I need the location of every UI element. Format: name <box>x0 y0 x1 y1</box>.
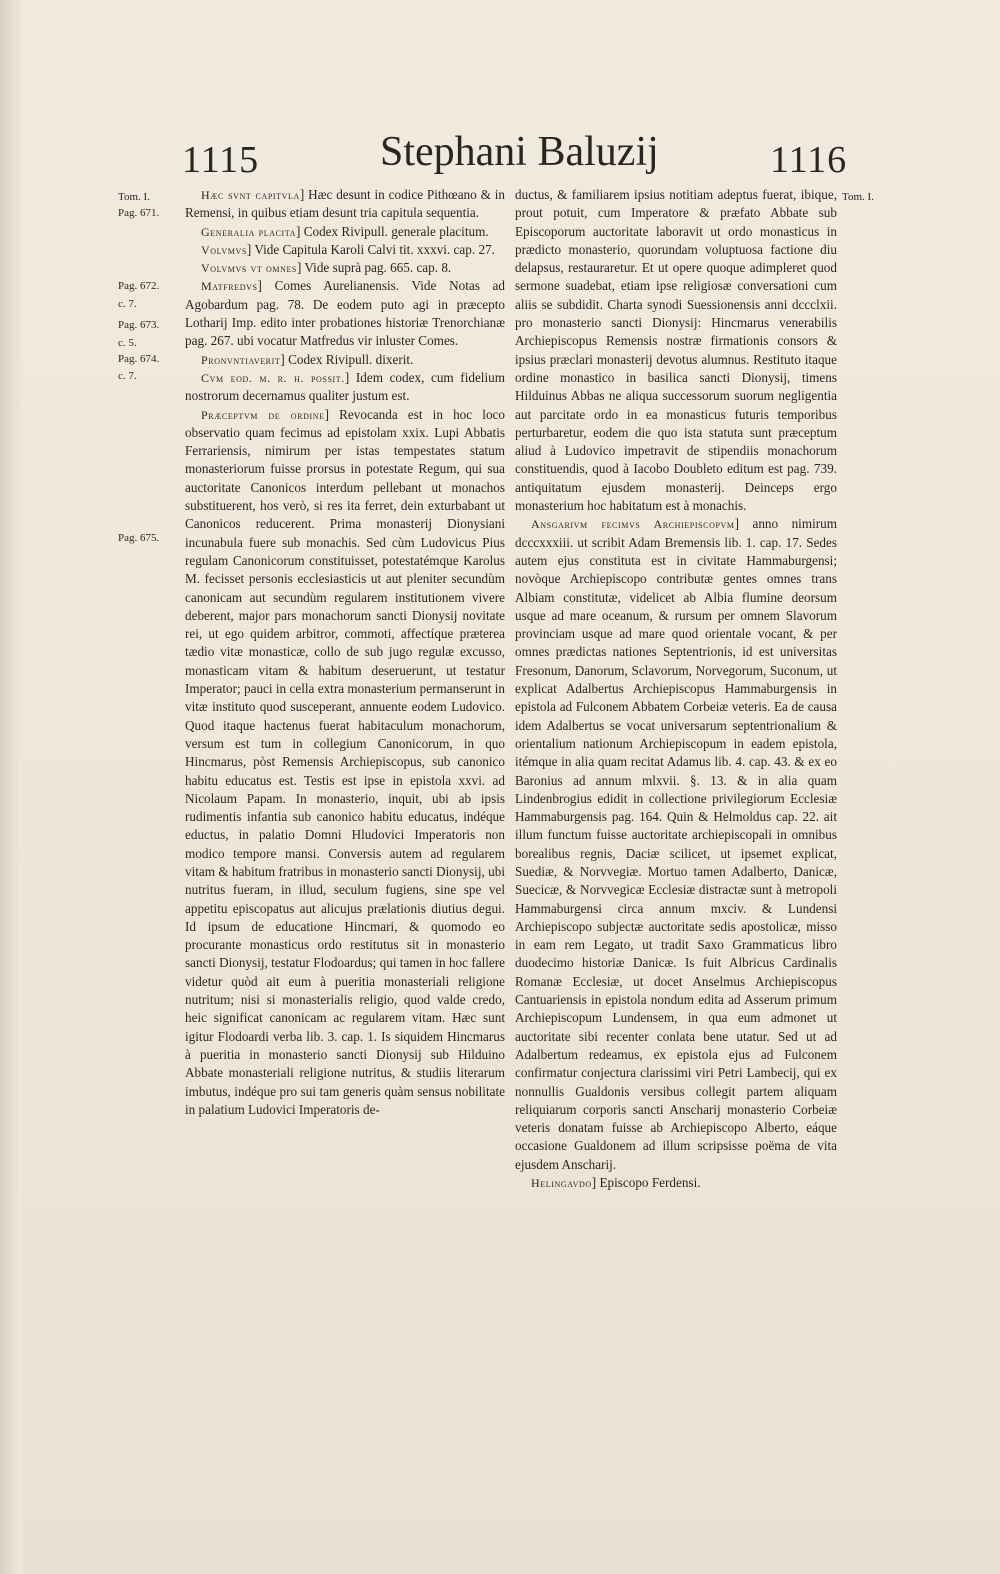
note-lemma: Præceptvm de ordine <box>201 407 325 422</box>
note-lemma: Volvmvs <box>201 242 247 257</box>
note-paragraph <box>515 515 837 1174</box>
margin-note: Pag. 675. <box>118 532 160 544</box>
note-text: ] Vide Capitula Karoli Calvi tit. xxxvi. cap. 27. <box>246 241 495 257</box>
margin-note: Pag. 674. <box>118 353 160 365</box>
note-lemma: Hæc svnt capitvla <box>201 188 300 202</box>
note-lemma: Helingavdo <box>531 1176 592 1191</box>
note-lemma: Matfredvs <box>201 279 258 294</box>
note-paragraph <box>185 277 505 350</box>
note-text: ] Vide suprà pag. 665. cap. 8. <box>296 260 452 276</box>
note-lemma: Ansgarivm fecimvs Archiepiscopvm <box>531 517 735 532</box>
note-paragraph <box>185 406 505 1120</box>
note-paragraph <box>185 223 505 241</box>
page-gutter <box>0 0 22 1574</box>
note-lemma: Generalia placita <box>201 224 296 239</box>
note-paragraph <box>185 369 505 406</box>
running-title: Stephani Baluzij <box>380 129 659 175</box>
margin-note: Tom. I. <box>842 191 874 203</box>
margin-note: c. 5. <box>118 337 137 349</box>
note-lemma: Volvmvs vt omnes <box>201 261 297 276</box>
note-lemma: Cvm eod. m. r. h. possit. <box>201 370 345 385</box>
note-text: ductus, & familiarem ipsius notitiam adeptus fuerat, ibique, prout potuit, cum Imperatore & præfato Abbate sub Episcoporum auctoritate laboravit ut ordo monasticus in prædicto monasterio, quorundam voluptuosa factione diu delapsus, restauraretur. Et ut opere quoque adimpleret quod sermone suadebat, etiam ipse religiosæ conversationi cum aliis se subdidit. Charta synodi Suessionensis anni dccclxii. pro monasterio sancti Dionysij: Hincmarus venerabilis Archiepiscopus Remensis nostræ firmationis consors & ipsius præclari monasterij devotus alumnus. Restituto itaque ordine monastico in basilica sancti Dionysij, timens Hilduinus Abbas ne aliqua successorum suorum negligentia aut parcitate ordo in ea monasticus futuris temporibus perturbaretur, eodem die quo ista statuta sunt præceptum aliud à Ludovico impetravit de stipendiis monachorum constituendis, quod à Iacobo Doubleto editum est pag. 739. antiquitatum ejusdem monasterij. Deinceps ergo monasterium hoc habitatum est à monachis. <box>515 187 837 514</box>
margin-note: Pag. 672. <box>118 280 160 292</box>
note-text: ] Revocanda est in hoc loco observatio quam fecimus ad epistolam xxix. Lupi Abbatis Ferrariensis, nimirum per istas tempestates statum monasteriorum fuisse prorsus in potestate Regum, qui sua auctoritate Canonicos interdum pellebant ut monachos substituerent, hos verò, si res ita ferret, dein exturbabant ut Canonicos reducerent. Prima monasterij Dionysiani incunabula fuere sub monachis. Sed cùm Ludovicus Pius regulam Canonicorum constituisset, potestatémque Karolus M. fecisset personis ecclesiasticis ut aut pleniter secundùm canonicam aut secundùm regularem institutionem vivere deberent, major pars monachorum sancti Dionysij novitate rei, ut ego quidem arbitror, commoti, affectíque præterea tædio vitæ monasticæ, collo de sub jugo regulæ excusso, monasticam vitam & habitum deseruerunt, ut testatur Imperator; pauci in cella extra monasterium permanserunt in vitæ instituto quod susceperant, annuente eodem Ludovico. Quod itaque hactenus fuerat habitaculum monachorum, versum est tum in collegium Canonicorum, in quo Hincmarus, pòst Remensis Archiepiscopus, sub canonico habitu educatus est. Testis est ipse in epistola xxvi. ad Nicolaum Papam. In monasterio, inquit, ubi ab ipsis rudimentis infantia sub canonico habitu educatus, indéque eductus, in palatio Domni Hludovici Imperatoris non modico tempore mansi. Conversis autem ad regularem vitam & habitum fratribus in monasterio sancti Dionysij, ubi nutritus fueram, in illud, seculum fugiens, sine spe vel appetitu episcopatus aut alicujus prælationis diutius degui. Id ipsum de educatione Hincmari, & quomodo eo procurante monasticus ordo restitutus sit in monasterio sancti Dionysij, testatur Flodoardus; qui tamen in hoc fallere videtur quòd ait eum à pueritia monasteriali religione nutritum; nisi si monasterialis religio, quod valde credo, heic significat canonicam ac regularem vitam. Hæc sunt igitur Flodoardi verba lib. 3. cap. 1. Is siquidem Hincmarus à pueritia in monasterio sancti Dionysij sub Hilduino Abbate monasteriali religione nutritus, & studiis literarum imbutus, indéque pro sui tam generis quàm sensus nobilitate in palatium Ludovici Imperatoris de- <box>185 406 505 1117</box>
note-text: ] Codex Rivipull. dixerit. <box>280 351 414 367</box>
note-text: ] Comes Aurelianensis. Vide Notas ad Agobardum pag. 78. De eodem puto agi in præcepto Lotharij Imp. edito inter probationes historiæ Trenorchianæ pag. 267. ubi vocatur Matfredus vir inluster Comes. <box>185 278 505 349</box>
margin-note: Pag. 673. <box>118 319 160 331</box>
margin-note: c. 7. <box>118 370 137 382</box>
margin-note: c. 7. <box>118 298 137 310</box>
note-paragraph <box>185 186 505 223</box>
note-lemma: Pronvntiaverit <box>201 352 281 367</box>
left-column <box>185 186 505 1119</box>
note-paragraph <box>185 351 505 369</box>
note-text: ] Codex Rivipull. generale placitum. <box>296 223 489 239</box>
margin-note: Pag. 671. <box>118 207 160 219</box>
note-paragraph <box>515 1174 837 1192</box>
right-column <box>515 186 837 1192</box>
note-text: ] Hæc desunt in codice Pithœano & in Remensi, in quibus etiam desunt tria capitula sequentia. <box>185 187 505 221</box>
page-number-right: 1116 <box>770 139 848 181</box>
note-text: ] anno nimirum dcccxxxiii. ut scribit Adam Bremensis lib. 1. cap. 17. Sedes autem ejus constituta est in civitate Hammaburgensi; novòque Archiepiscopo contributæ gentes omnes trans Albiam constitutæ, videlicet ab Albia flumine deorsum usque ad mare oceanum, & rursum per omnem Slavorum provinciam usque ad mare quod orientale vocant, & per omnes prædictas nationes Septentrionis, id est universitas Fresonum, Danorum, Sclavorum, Norvegorum, Suconum, ut explicat Adalbertus Archiepiscopus Hammaburgensis in epistola ad Fulconem Abbatem Corbeiæ veteris. Ea de causa idem Adalbertus se vocat universarum septentrionalium & orientalium nationum Archiepiscopum in eadem epistola, itémque in alia quam recitat Adamus lib. 4. cap. 43. & ex eo Baronius ad annum mlxvii. §. 13. & in alia quam Lindenbrogius edidit in collectione privilegiorum Ecclesiæ Hammaburgensis pag. 164. Quin & Helmoldus cap. 22. ait illum functum fuisse auctoritate archiepiscopali in omnibus borealibus regnis, Daciæ scilicet, ut ipsemet explicat, Suediæ, & Norvvegiæ. Mortuo tamen Adalberto, Danicæ, Suecicæ, & Norvvegicæ Ecclesiæ distractæ sunt à metropoli Hammaburgensi circa annum mxciv. & Lundensi Archiepiscopo subjectæ auctoritate sedis apostolicæ, misso in eam rem Legato, ut tradit Saxo Grammaticus libro duodecimo historiæ Danicæ. Is fuit Albricus Cardinalis Romanæ Ecclesiæ, ut docet Anselmus Archiepiscopus Cantuariensis in epistola nondum edita ad Asserum primum Archiepiscopum Lundensem, in qua eum admonet ut auctoritate sibi recenter conlata bene utatur. Sed ut ad Adalbertum redeamus, ex epistola ejus ad Fulconem confirmatur conjectura clarissimi viri Petri Lambecij, qui ex nonnullis Gualdonis versibus collegit partem aliquam reliquiarum corporis sancti Anscharij monasterio Corbeiæ veteris donatam fuisse ab Archiepiscopo Alberto, eáque occasione Gualdonem ad illum scripsisse poëma de vita ejusdem Anscharij. <box>515 516 837 1172</box>
page-number-left: 1115 <box>182 139 260 181</box>
note-paragraph <box>515 186 837 515</box>
note-paragraph <box>185 259 505 277</box>
note-text: ] Idem codex, cum fidelium nostrorum decernamus qualiter justum est. <box>185 369 505 404</box>
note-paragraph <box>185 241 505 259</box>
note-text: ] Episcopo Ferdensi. <box>591 1175 701 1191</box>
margin-note: Tom. I. <box>118 191 150 203</box>
